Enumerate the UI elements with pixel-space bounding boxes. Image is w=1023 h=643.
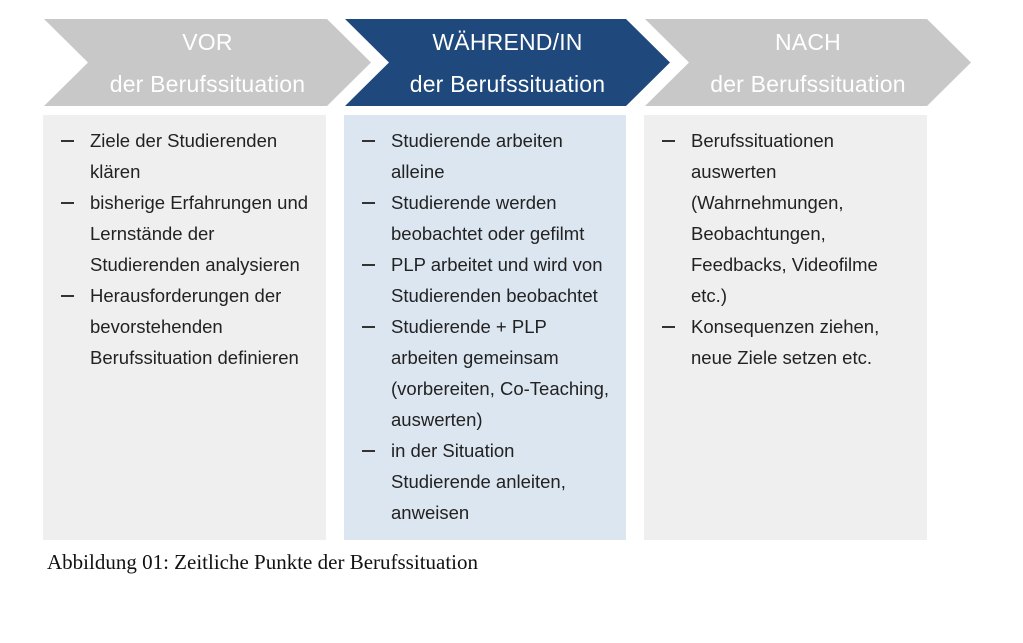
phase-list xyxy=(358,125,610,528)
figure-caption: Abbildung 01: Zeitliche Punkte der Berufssituation xyxy=(47,550,479,574)
list-item: Konsequenzen ziehen, neue Ziele setzen etc. xyxy=(658,311,911,373)
list-item: Berufssituationen auswerten (Wahrnehmungen, Beobachtungen, Feedbacks, Videofilme etc.) xyxy=(658,125,911,311)
list-item: Studierende arbeiten alleine xyxy=(358,125,610,187)
phase-title: VOR xyxy=(182,28,233,55)
phase-box-waehrend xyxy=(344,115,626,540)
phase-subtitle: der Berufssituation xyxy=(409,70,606,97)
list-item: Ziele der Studierenden klären xyxy=(57,125,310,187)
list-item: in der Situation Studierende anleiten, anweisen xyxy=(358,435,610,528)
list-item: bisherige Erfahrungen und Lernstände der Studierenden analysieren xyxy=(57,187,310,280)
list-item: Herausforderungen der bevorstehenden Berufssituation definieren xyxy=(57,280,310,373)
phase-list xyxy=(57,125,310,373)
list-item: Studierende werden beobachtet oder gefilmt xyxy=(358,187,610,249)
phase-subtitle: der Berufssituation xyxy=(710,70,906,97)
phase-box-nach xyxy=(644,115,927,540)
phase-title: WÄHREND/IN xyxy=(432,28,583,55)
phase-list xyxy=(658,125,911,373)
phase-header-waehrend xyxy=(345,19,670,106)
list-item: PLP arbeitet und wird von Studierenden beobachtet xyxy=(358,249,610,311)
phase-title: NACH xyxy=(775,28,841,55)
phase-box-vor xyxy=(43,115,326,540)
phase-subtitle: der Berufssituation xyxy=(109,70,306,97)
list-item: Studierende + PLP arbeiten gemeinsam (vorbereiten, Co-Teaching, auswerten) xyxy=(358,311,610,435)
phase-header-nach xyxy=(645,19,971,106)
phase-header-vor xyxy=(44,19,371,106)
